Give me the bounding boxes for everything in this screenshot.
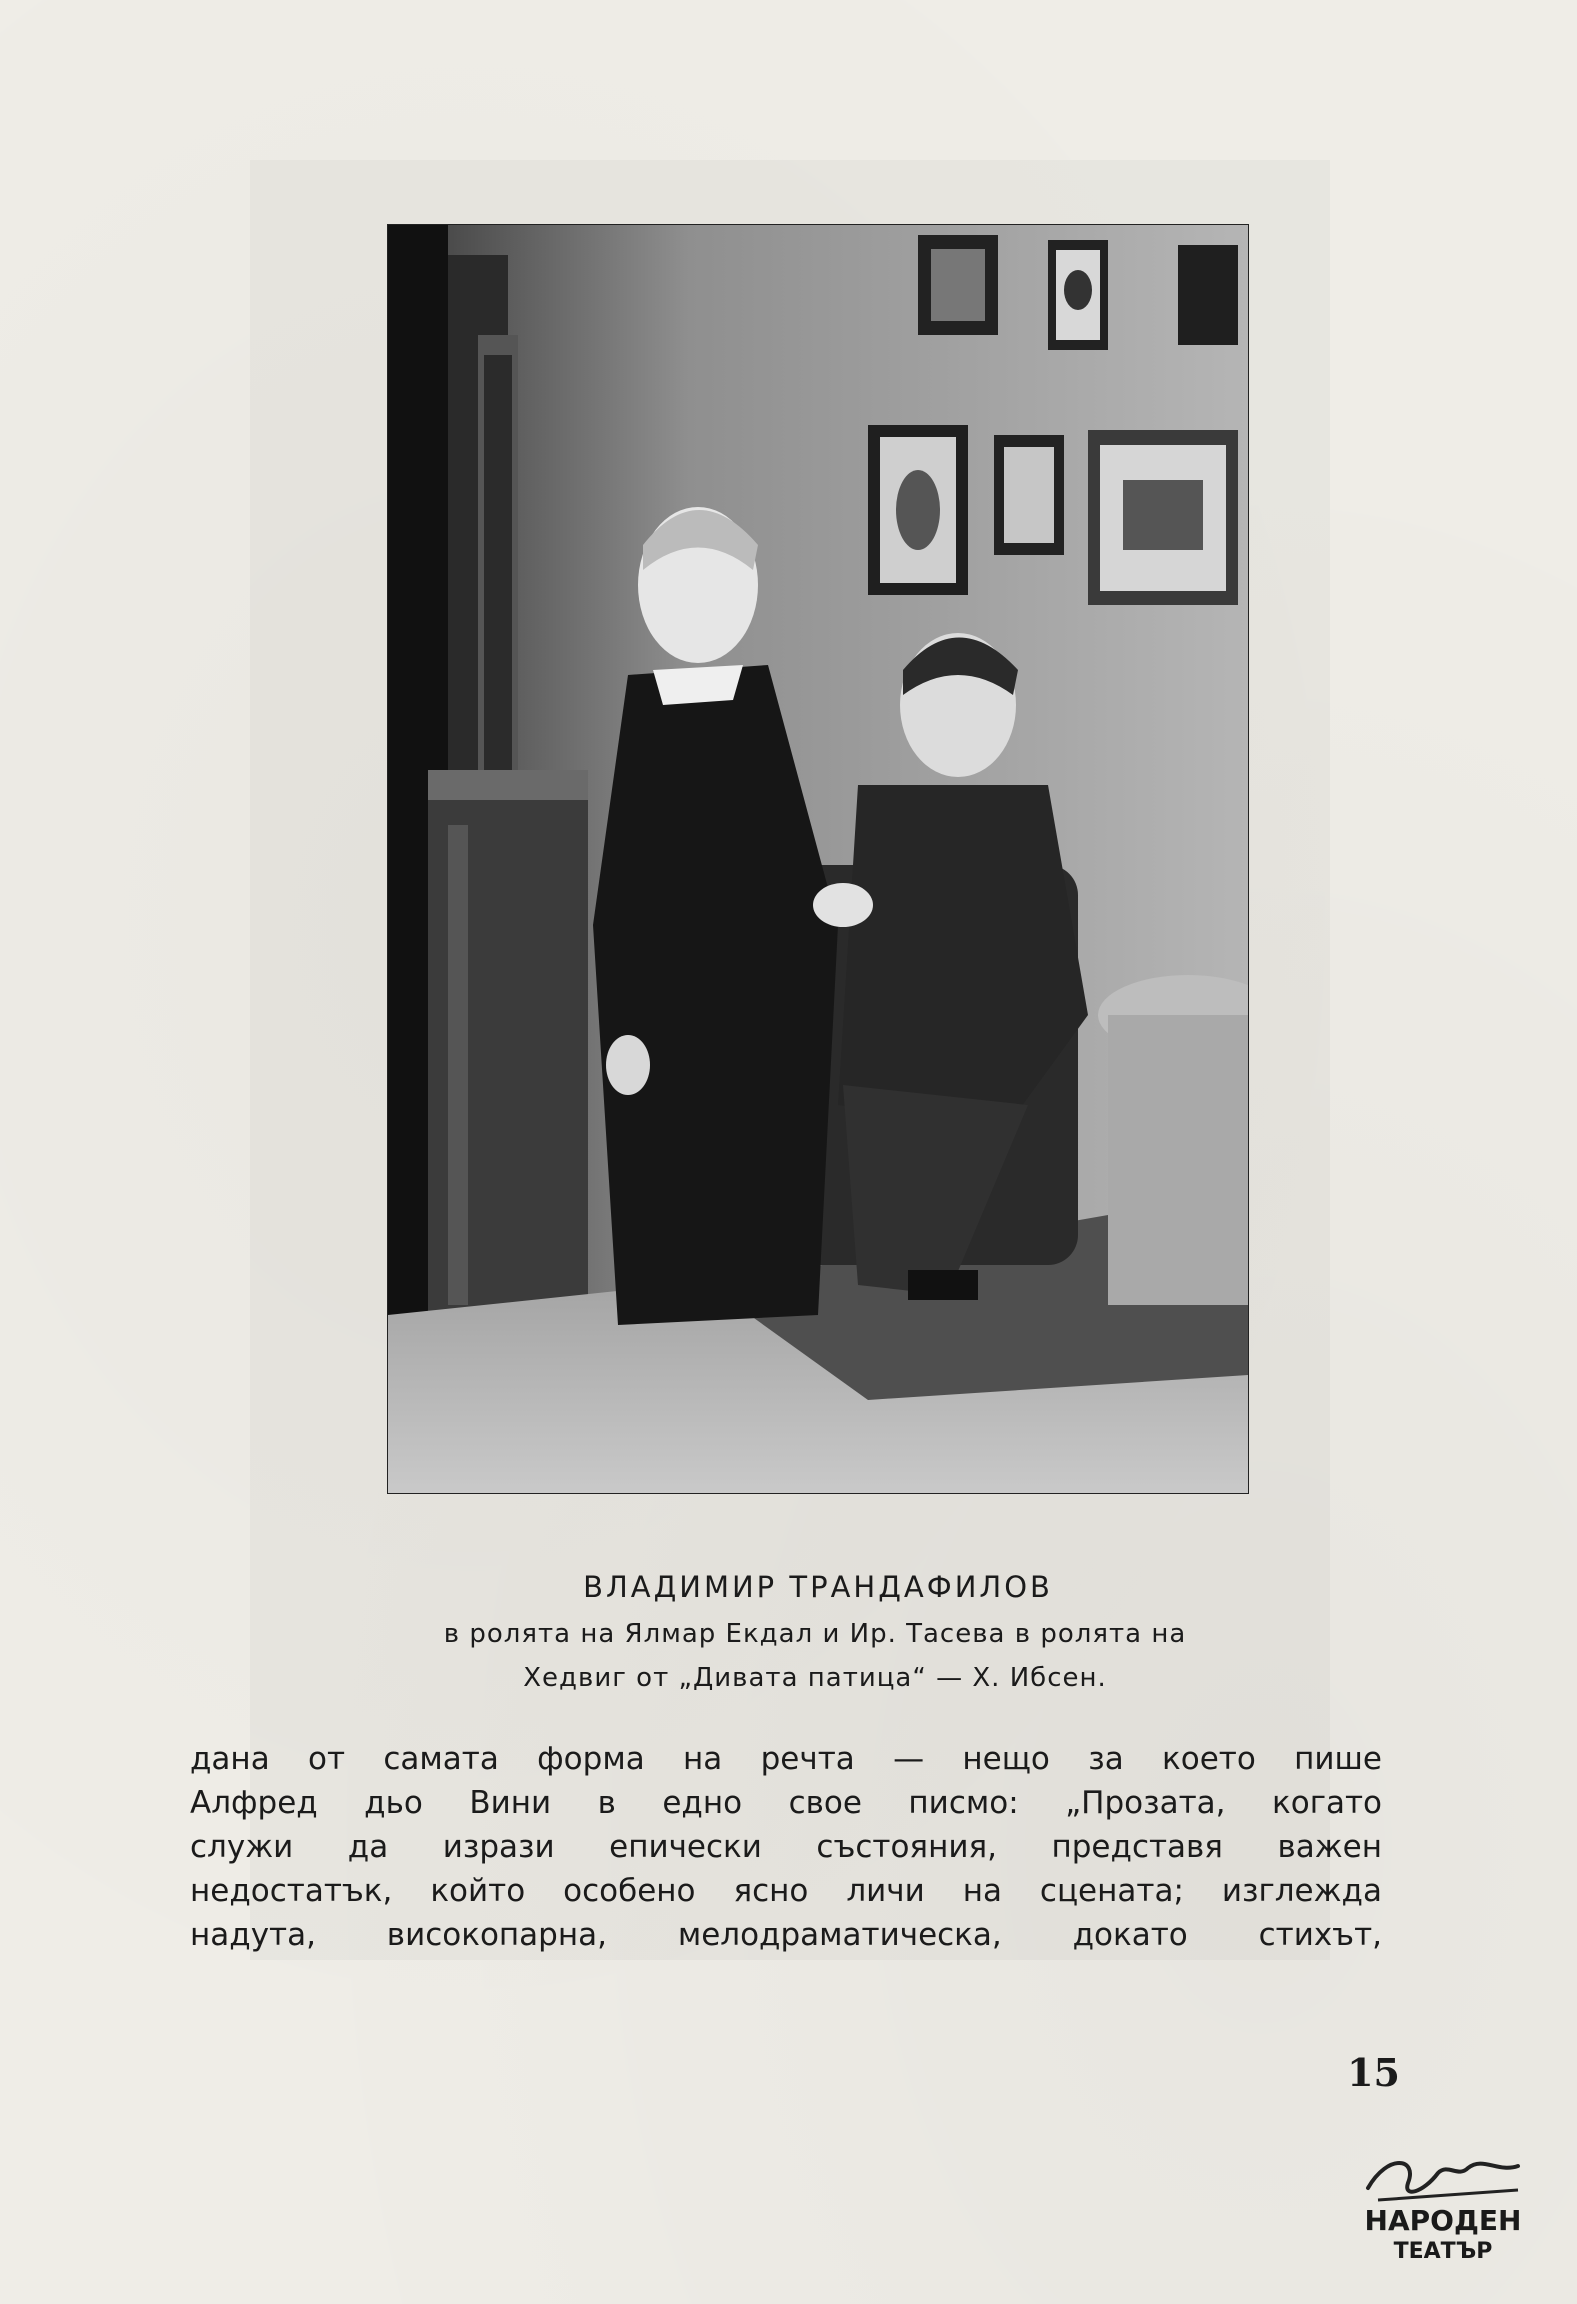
body-line: недостатък, който особено ясно личи на сцената; изглежда — [190, 1873, 1382, 1909]
page-number: 15 — [1347, 2050, 1400, 2095]
caption-role-line-2: Хедвиг от „Дивата патица“ — Х. Ибсен. — [523, 1663, 1107, 1693]
stamp-line-1: НАРОДЕН — [1364, 2204, 1522, 2237]
photo-two-actors-icon — [388, 225, 1248, 1493]
caption-name: ВЛАДИМИР ТРАНДАФИЛОВ — [583, 1570, 1053, 1604]
ivan-vazov-signature-icon — [1348, 2148, 1538, 2268]
body-line: служи да изрази епически състояния, представя важен — [190, 1829, 1382, 1865]
body-line: дана от самата форма на речта — нещо за което пише — [190, 1741, 1382, 1777]
body-paragraph — [190, 1737, 1382, 1957]
caption-role — [250, 1612, 1380, 1700]
theatre-stamp — [1348, 2148, 1538, 2268]
photograph — [388, 225, 1248, 1493]
caption-role-line-1: в ролята на Ялмар Екдал и Ир. Тасева в ролята на — [443, 1619, 1187, 1649]
body-line: Алфред дьо Вини в едно свое писмо: „Прозата, когато — [190, 1785, 1382, 1821]
body-line: надута, високопарна, мелодраматическа, докато стихът, — [190, 1917, 1382, 1953]
stamp-line-2: ТЕАТЪР — [1393, 2239, 1493, 2264]
